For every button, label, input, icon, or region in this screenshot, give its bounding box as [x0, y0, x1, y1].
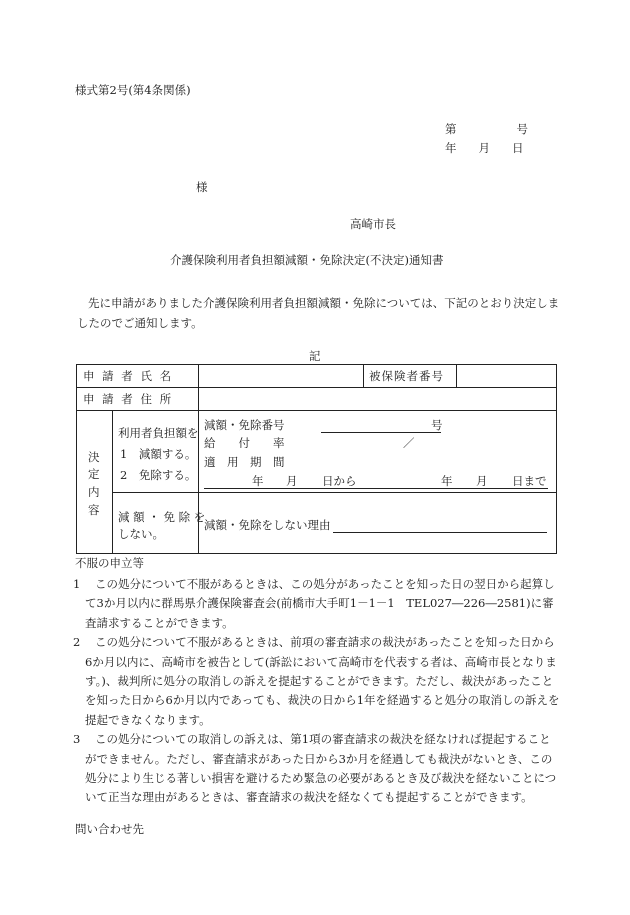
period-to-year: 年: [441, 474, 453, 488]
sender: 高崎市長: [350, 217, 396, 231]
item-text: この処分について不服があるときは、この処分があったことを知った日の翌日から起算して3か月以内に群馬県介護保険審査会(前橋市大手町1－1－1 TEL027―226―2581)に審査請求することができます。: [85, 577, 555, 630]
no-reduction-label-1: 減 額 ・ 免 除 を: [118, 510, 206, 524]
item-number: 2: [73, 635, 81, 650]
period-from-day: 日から: [322, 474, 357, 488]
applicant-name-label: 申 請 者 氏 名: [83, 369, 174, 383]
ki-heading: 記: [309, 349, 321, 363]
no-reduction-reason-label: 減額・免除をしない理由: [204, 518, 331, 532]
period-line: [204, 488, 548, 489]
list-item: [75, 633, 561, 730]
rate-label: 給 付 率: [204, 436, 285, 450]
table-rule-1: [76, 387, 557, 388]
table-col-insured-right: [456, 364, 457, 387]
decision-option-reduce: 1 減額する。: [120, 447, 197, 461]
item-text: この処分について不服があるときは、前項の審査請求の裁決があったことを知った日から6か月以内に、高崎市を被告として(訴訟において高崎市を代表する者は、高崎市長となります。)、裁判所に処分の取消しの訴えを提起することができます。ただし、裁決があったことを知った日から6か月以内であっても、裁決の日から1年を経過すると処分の取消しの訴えを提起できなくなります。: [85, 635, 560, 727]
table-col-label-divider: [198, 364, 199, 554]
table-col-decision-divider: [112, 410, 113, 554]
item-text: この処分についての取消しの訴えは、第1項の審査請求の裁決を経なければ提起することができません。ただし、審査請求があった日から3か月を経過しても裁決がないとき、この処分により生じる著しい損害を避けるため緊急の必要があるとき及び裁決を経ないことについて正当な理由があるときは、審査請求の裁決を経なくても提起することができます。: [85, 732, 557, 805]
document-date: [445, 141, 524, 155]
document-title: 介護保険利用者負担額減額・免除決定(不決定)通知書: [170, 253, 444, 267]
date-month: 月: [478, 141, 490, 155]
period-to-month: 月: [476, 474, 488, 488]
document-number: [445, 122, 528, 136]
date-year: 年: [445, 141, 457, 155]
reduction-number-label: 減額・免除番号: [204, 418, 285, 432]
no-reduction-reason-line: [333, 532, 547, 533]
table-border-bottom: [76, 553, 557, 554]
appeal-list: [75, 575, 561, 808]
doc-number-suffix: 号: [516, 122, 528, 136]
reduction-number-suffix: 号: [431, 418, 443, 432]
intro-paragraph: 先に申請がありました介護保険利用者負担額減額・免除については、下記のとおり決定しましたのでご通知します。: [77, 296, 560, 330]
table-rule-3: [112, 492, 557, 493]
period-to-day: 日まで: [512, 474, 547, 488]
table-border-top: [76, 364, 557, 365]
contact-heading: 問い合わせ先: [75, 822, 144, 836]
decision-label-3: 内: [88, 485, 100, 499]
rate-slash: ／: [403, 436, 415, 450]
date-day: 日: [512, 141, 524, 155]
period-label: 適 用 期 間: [204, 455, 285, 469]
no-reduction-label-2: しない。: [118, 527, 164, 541]
decision-option-exempt: 2 免除する。: [120, 468, 197, 482]
applicant-address-label: 申 請 者 住 所: [83, 392, 174, 406]
table-col-insured-left: [363, 364, 364, 387]
decision-heading: 利用者負担額を: [118, 426, 199, 440]
item-number: 1: [73, 577, 81, 591]
reduction-number-line: [321, 432, 441, 433]
insured-number-label: 被保険者番号: [369, 369, 444, 383]
table-border-right: [556, 364, 557, 554]
addressee: 様: [196, 180, 208, 194]
item-number: 3: [73, 732, 81, 747]
appeal-heading: 不服の申立等: [75, 556, 144, 570]
period-from-month: 月: [286, 474, 298, 488]
period-from-year: 年: [252, 474, 264, 488]
decision-label-4: 容: [88, 503, 100, 517]
decision-label-2: 定: [88, 467, 100, 481]
decision-label-1: 決: [88, 450, 100, 464]
decision-table: [76, 364, 557, 554]
table-border-left: [76, 364, 77, 554]
doc-number-prefix: 第: [445, 122, 457, 136]
form-number: 様式第2号(第4条関係): [75, 83, 191, 97]
list-item: [75, 575, 561, 633]
table-rule-2: [76, 410, 557, 411]
list-item: [75, 730, 561, 808]
